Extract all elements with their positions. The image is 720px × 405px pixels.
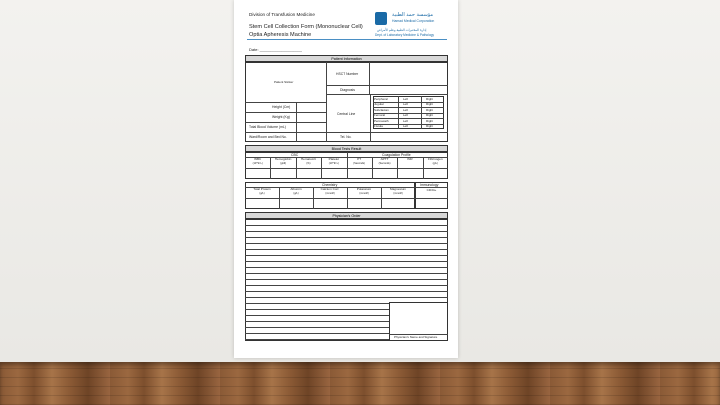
date-field[interactable]: Date: ___________________: [249, 47, 302, 52]
chemistry-unit: (mmol/l): [359, 192, 369, 195]
line-site-label: Subclavian: [374, 107, 389, 112]
chemistry-unit: (g/L): [293, 192, 299, 195]
order-rule-line: [245, 279, 448, 280]
blood-test-unit: (g/dl): [280, 162, 287, 165]
chemistry-unit: (mmol/l): [325, 192, 335, 195]
order-rule-line: [245, 243, 448, 244]
wooden-floor: [0, 362, 720, 405]
line-right-label: Right: [426, 102, 434, 107]
line-left-label: Left: [403, 107, 409, 112]
hsct-label: HSCT Number: [336, 72, 359, 76]
chemistry-label: Chemistry: [322, 183, 338, 187]
chemistry-unit: (g/L): [259, 192, 265, 195]
line-right-label: Right: [426, 107, 434, 112]
central-line-label: Central Line: [337, 112, 356, 116]
rule-line: [398, 96, 399, 129]
order-rule-line: [245, 321, 389, 322]
blood-test-column: Platelet: [328, 157, 339, 161]
line-right-label: Right: [426, 124, 434, 129]
line-site-label: Fistula: [374, 124, 383, 129]
logo-arabic: مؤسسة حمد الطبية: [392, 12, 434, 18]
chemistry-column: Potassium: [356, 187, 372, 191]
coag-label: Coagulation Profile: [382, 153, 411, 157]
cd34-label: CD34+: [426, 188, 437, 192]
order-rule-line: [245, 291, 448, 292]
blood-test-column: APTT: [380, 157, 389, 161]
height-label: Height (Cm): [272, 105, 291, 109]
order-rule-line: [245, 231, 448, 232]
blood-test-column: WBC: [254, 157, 262, 161]
chemistry-unit: (mmol/l): [393, 192, 403, 195]
order-rule-line: [245, 339, 389, 340]
form-subtitle: Optia Apheresis Machine: [249, 32, 312, 38]
blood-test-unit: (Seconds): [353, 162, 366, 165]
blood-test-unit: (10^9/ L): [252, 162, 263, 165]
patient-sticker-label: Patient Sticker: [274, 80, 294, 84]
tbv-label: Total Blood Volume (mL): [249, 125, 286, 129]
line-right-label: Right: [426, 118, 434, 123]
line-right-label: Right: [426, 96, 434, 101]
order-rule-line: [245, 255, 448, 256]
order-rule-line: [245, 273, 448, 274]
immunology-label: Immunology: [420, 183, 439, 187]
blood-tests-header: Blood Tests Result: [245, 145, 448, 152]
chemistry-column: Total Protein: [253, 187, 271, 191]
tel-label: Tel. No.: [340, 135, 352, 139]
line-site-label: Femoral: [374, 113, 386, 118]
blood-test-unit: (g/L): [432, 162, 438, 165]
line-site-label: Peripheral: [374, 96, 388, 101]
rule-line: [373, 124, 444, 125]
line-left-label: Left: [403, 118, 409, 123]
blood-test-column: Fibrinogen: [428, 157, 443, 161]
blood-test-unit: (Seconds): [378, 162, 391, 165]
dept-arabic: إدارة المختبرات الطبية وعلم الأمراض: [377, 28, 427, 32]
line-site-label: Jugular: [374, 102, 384, 107]
diagnosis-label: Diagnosis: [340, 88, 355, 92]
rule-line: [421, 96, 422, 129]
order-rule-line: [245, 309, 389, 310]
line-left-label: Left: [403, 113, 409, 118]
logo-english: Hamad Medical Corporation: [392, 19, 435, 23]
physician-order-header: Physician's Order: [245, 212, 448, 219]
chemistry-column: Calcium Corr.: [320, 187, 340, 191]
blood-test-unit: (%): [306, 162, 311, 165]
order-rule-line: [245, 225, 448, 226]
order-rule-line: [245, 261, 448, 262]
order-rule-line: [245, 303, 389, 304]
form-title: Stem Cell Collection Form (Mononuclear Cell): [249, 24, 363, 30]
order-rule-line: [245, 315, 389, 316]
order-rule-line: [245, 327, 389, 328]
line-left-label: Left: [403, 96, 409, 101]
line-left-label: Left: [403, 124, 409, 129]
division-label: Division of Transfusion Medicine: [249, 12, 315, 17]
blood-test-column: INR: [407, 157, 413, 161]
line-right-label: Right: [426, 113, 434, 118]
ward-label: Ward/Room and Bed No.: [249, 135, 287, 139]
blood-test-column: PT: [357, 157, 362, 161]
weight-label: Weight (Kg): [272, 115, 290, 119]
line-left-label: Left: [403, 102, 409, 107]
blood-test-column: Hematocrit: [300, 157, 316, 161]
blood-test-unit: (10^9/ L): [328, 162, 339, 165]
blood-test-column: Hemoglobin: [274, 157, 292, 161]
signature-label: Physician's Name and Signature: [394, 335, 438, 339]
order-rule-line: [245, 237, 448, 238]
hmc-logo-icon: [375, 12, 387, 25]
order-rule-line: [245, 333, 389, 334]
cbc-label: CBC: [291, 153, 299, 157]
order-rule-line: [245, 249, 448, 250]
order-rule-line: [245, 267, 448, 268]
chemistry-column: Magnesium: [390, 187, 406, 191]
patient-info-header: Patient Information: [245, 55, 448, 62]
chemistry-column: Albumin: [290, 187, 302, 191]
dept-english: Dept. of Laboratory Medicine & Pathology: [375, 33, 435, 37]
order-rule-line: [245, 285, 448, 286]
order-rule-line: [245, 297, 448, 298]
line-site-label: Permacath: [374, 118, 389, 123]
form-sheet: [234, 0, 458, 358]
